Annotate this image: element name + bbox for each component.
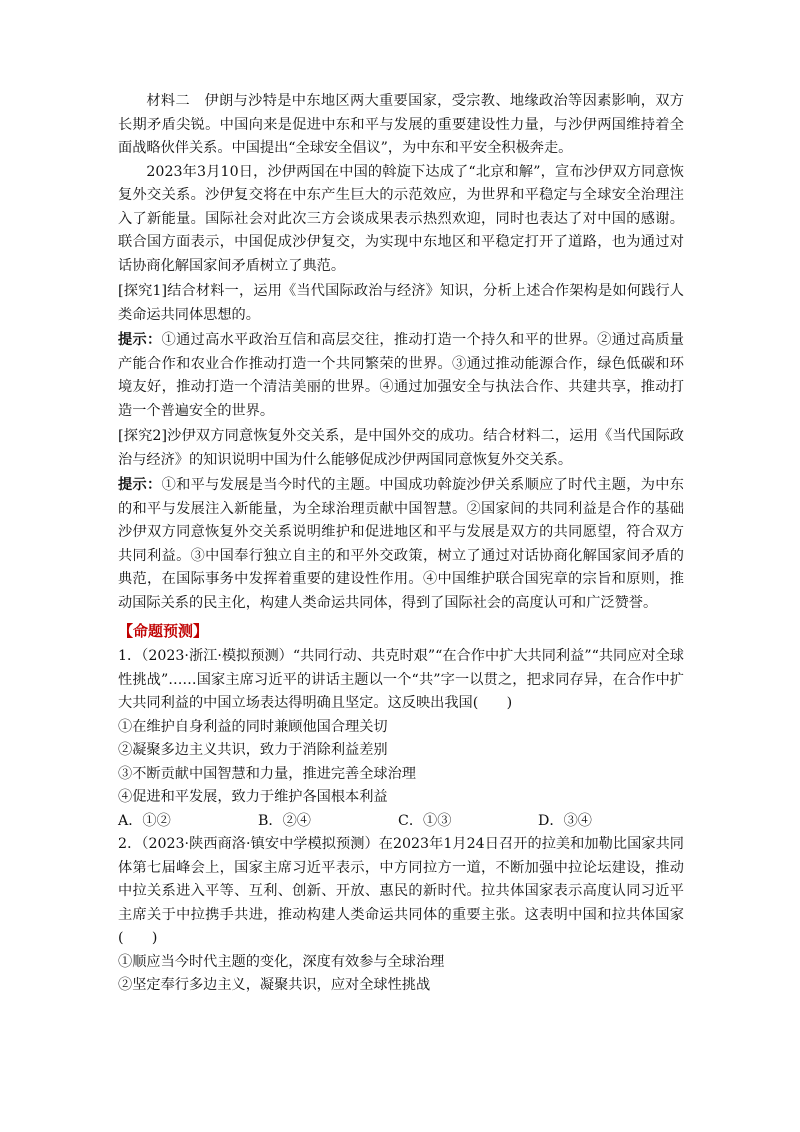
material2-paragraph-2: 2023年3月10日，沙伊两国在中国的斡旋下达成了“北京和解”，宣布沙伊双方同意恢复外交关系。沙伊复交将在中东产生巨大的示范效应，为世界和平稳定与全球安全治理注入了新能量。国际社会对此次三方会谈成果表示热烈欢迎，同时也表达了对中国的感谢。联合国方面表示，中国促成沙伊复交，为实现中东地区和平稳定打开了道路，也为通过对话协商化解国家间矛盾树立了典范。 xyxy=(118,163,684,274)
question-1-option-d[interactable]: D．③④ xyxy=(538,812,592,829)
question-1-item-3: ③不断贡献中国智慧和力量，推进完善全球治理 xyxy=(118,765,416,782)
material2-paragraph-1: 材料二 伊朗与沙特是中东地区两大重要国家，受宗教、地缘政治等因素影响，双方长期矛盾尖锐。中国向来是促进中东和平与发展的重要建设性力量，与沙伊两国维持着全面战略伙伴关系。中国提出“全球安全倡议”，为中东和平安全积极奔走。 xyxy=(118,93,684,156)
prediction-section-title: 【命题预测】 xyxy=(118,622,209,640)
explore2-hint-label: 提示： xyxy=(118,477,162,493)
question-1-item-4: ④促进和平发展，致力于维护各国根本利益 xyxy=(118,789,388,805)
question-2-item-2: ②坚定奉行多边主义，凝聚共识，应对全球性挑战 xyxy=(118,977,431,993)
explore1-hint-text: ①通过高水平政治互信和高层交往，推动打造一个持久和平的世界。②通过高质量产能合作和农业合作推动打造一个共同繁荣的世界。③通过推动能源合作，绿色低碳和环境友好，推动打造一个清洁美丽的世界。④通过加强安全与执法合作、共建共享，推动打造一个普遍安全的世界。 xyxy=(118,332,684,419)
explore2-hint-text: ①和平与发展是当今时代的主题。中国成功斡旋沙伊关系顺应了时代主题，为中东的和平与发展注入新能量，为全球治理贡献中国智慧。②国家间的共同利益是合作的基础沙伊双方同意恢复外交关系说明维护和促进地区和平与发展是双方的共同愿望，符合双方共同利益。③中国奉行独立自主的和平外交政策，树立了通过对话协商化解国家间矛盾的典范，在国际事务中发挥着重要的建设性作用。④中国维护联合国宪章的宗旨和原则，推动国际关系的民主化，构建人类命运共同体，得到了国际社会的高度认可和广泛赞誉。 xyxy=(118,477,684,611)
explore1-hint-label: 提示： xyxy=(118,332,162,348)
explore2-question: [探究2]沙伊双方同意恢复外交关系，是中国外交的成功。结合材料二，运用《当代国际政治与经济》的知识说明中国为什么能够促成沙伊两国同意恢复外交关系。 xyxy=(118,428,684,468)
question-1-option-b[interactable]: B．②④ xyxy=(258,812,311,829)
question-2-stem: 2．（2023·陕西商洛·镇安中学模拟预测）在2023年1月24日召开的拉美和加勒比国家共同体第七届峰会上，国家主席习近平表示，中方同拉方一道，不断加强中拉论坛建设，推动中拉关系进入平等、互利、创新、开放、惠民的新时代。拉共体国家表示高度认同习近平主席关于中拉携手共进，推动构建人类命运共同体的重要主张。这表明中国和拉共体国家( ) xyxy=(118,836,684,946)
explore1-question: [探究1]结合材料一，运用《当代国际政治与经济》知识，分析上述合作架构是如何践行人类命运共同体思想的。 xyxy=(118,283,684,323)
explore1-hint xyxy=(118,329,684,423)
question-1-item-2: ②凝聚多边主义共识，致力于消除利益差别 xyxy=(118,742,388,758)
document-page xyxy=(118,90,684,998)
explore2-hint xyxy=(118,474,684,615)
question-1-stem: 1．（2023·浙江·模拟预测）“共同行动、共克时艰”“在合作中扩大共同利益”“共同应对全球性挑战”……国家主席习近平的讲话主题以一个“共”字一以贯之，把求同存异，在合作中扩大共同利益的中国立场表达得明确且坚定。这反映出我国( ) xyxy=(118,648,684,711)
question-2-item-1: ①顺应当今时代主题的变化，深度有效参与全球治理 xyxy=(118,953,445,970)
question-1-option-c[interactable]: C．①③ xyxy=(398,812,452,829)
question-1-item-1: ①在维护自身利益的同时兼顾他国合理关切 xyxy=(118,718,388,735)
question-1-options xyxy=(118,810,684,834)
question-1-option-a[interactable]: A．①② xyxy=(118,812,171,829)
